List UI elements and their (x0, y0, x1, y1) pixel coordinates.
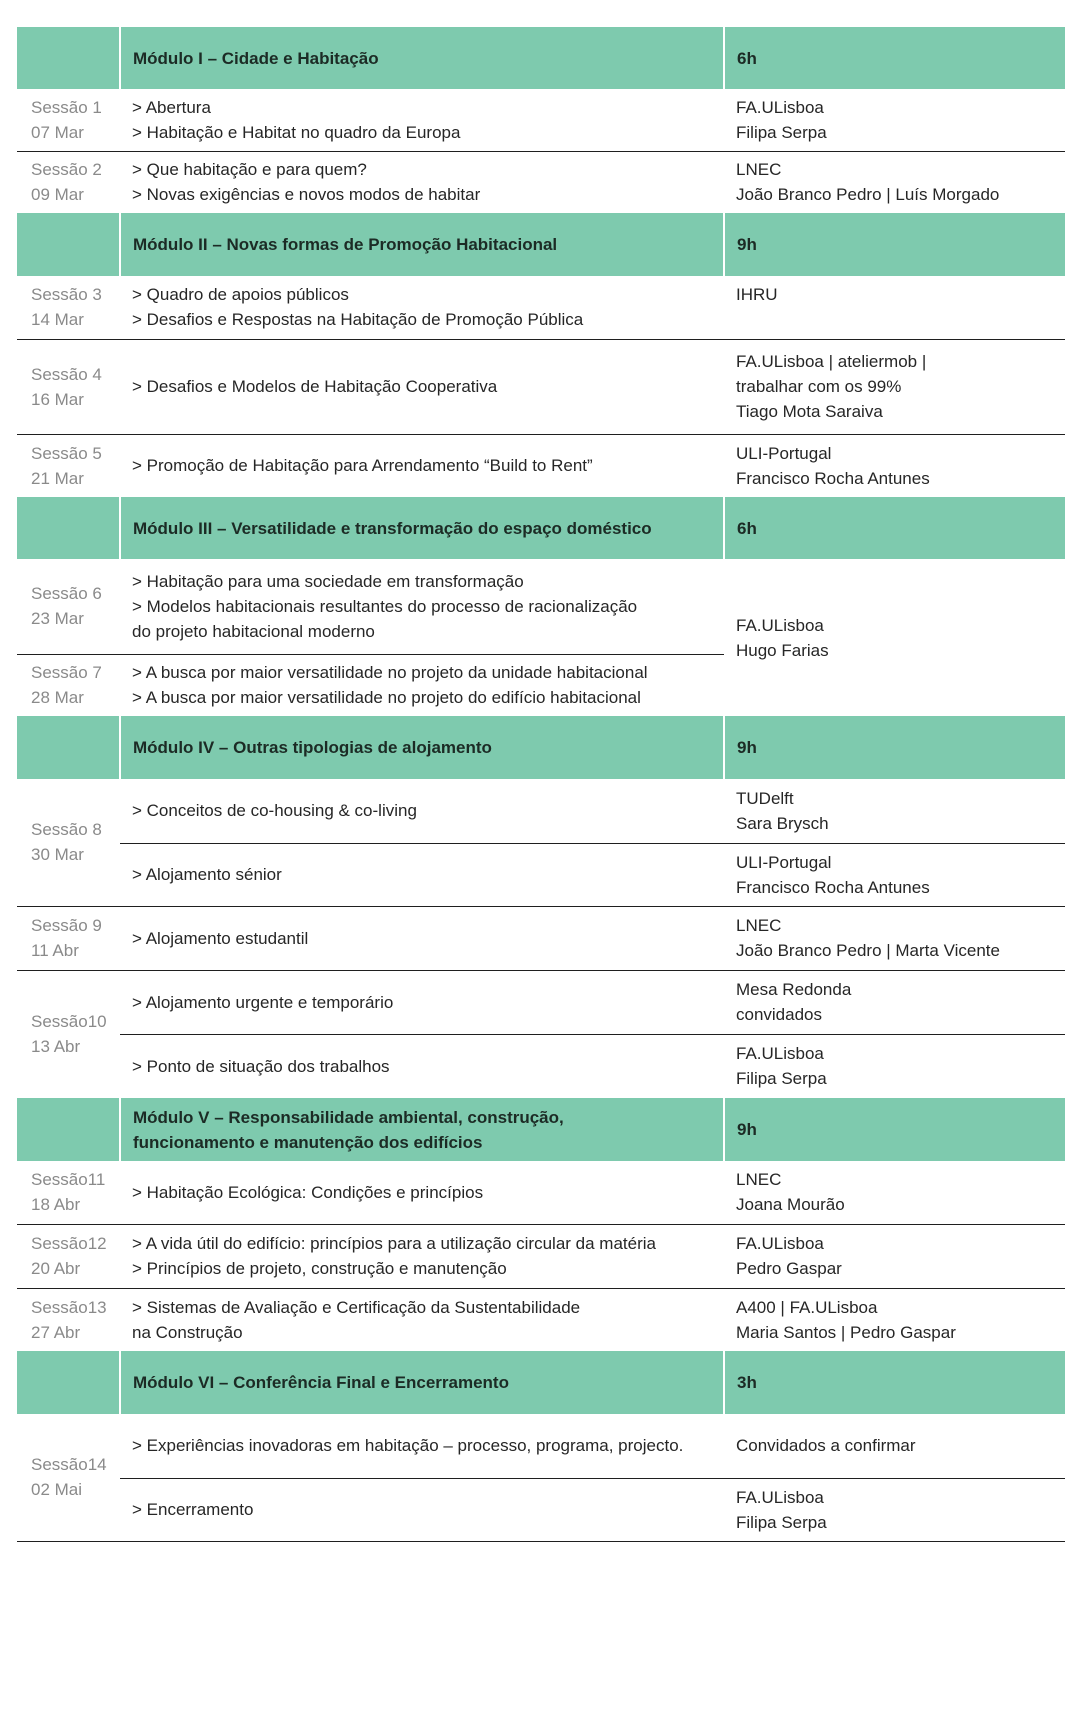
session-row (17, 339, 1065, 434)
session-institution: FA.ULisboa Hugo Farias (736, 615, 829, 660)
session-label: Sessão 5 21 Mar (31, 443, 102, 488)
session-label: Sessão 7 28 Mar (31, 663, 102, 708)
session-topics: > Sistemas de Avaliação e Certificação da Sustentabilidade na Construção (132, 1297, 581, 1342)
session-label: Sessão 3 14 Mar (17, 276, 120, 339)
session-row (17, 843, 1065, 906)
session-label: Sessão 6 23 Mar (17, 559, 120, 654)
module-hours: 3h (724, 1351, 1065, 1414)
session-row (17, 970, 1065, 1034)
session-institution: ULI-Portugal Francisco Rocha Antunes (736, 443, 930, 488)
session-row (17, 906, 1065, 970)
module-row (17, 1098, 1065, 1161)
session-topics: > Promoção de Habitação para Arrendamento “Build to Rent” (132, 456, 593, 476)
session-topics: > Habitação Ecológica: Condições e princípios (120, 1161, 724, 1224)
session-institution: FA.ULisboa Filipa Serpa (736, 1044, 827, 1089)
session-label: Sessão13 27 Abr (31, 1297, 107, 1342)
session-topics: > Desafios e Modelos de Habitação Cooperativa (120, 339, 724, 434)
session-institution: IHRU (724, 276, 1065, 339)
session-label: Sessão 9 11 Abr (17, 906, 120, 970)
session-institution: FA.ULisboa Filipa Serpa (724, 89, 1065, 151)
session-label: Sessão 8 30 Mar (17, 779, 120, 906)
session-topics: > Ponto de situação dos trabalhos (132, 1056, 390, 1076)
session-topics: > A busca por maior versatilidade no projeto da unidade habitacional > A busca por maior versatilidade no projeto do edifício habitacional (132, 663, 648, 708)
session-topics: > Alojamento sénior (120, 843, 724, 906)
module-row (17, 213, 1065, 276)
module-title: Módulo V – Responsabilidade ambiental, construção, funcionamento e manutenção dos edifícios (120, 1098, 724, 1161)
session-row (17, 151, 1065, 213)
session-row (17, 1478, 1065, 1541)
session-row (17, 559, 1065, 654)
session-label: Sessão11 18 Abr (17, 1161, 120, 1224)
module-hours: 9h (724, 1098, 1065, 1161)
session-label: Sessão 1 07 Mar (17, 89, 120, 151)
session-topics: > Habitação para uma sociedade em transformação > Modelos habitacionais resultantes do processo de racionalização do projeto habitacional moderno (120, 559, 724, 654)
session-row (17, 1288, 1065, 1351)
session-institution: LNEC João Branco Pedro | Luís Morgado (736, 160, 1000, 205)
session-institution: TUDelft Sara Brysch (724, 779, 1065, 843)
schedule-table (17, 27, 1065, 1542)
session-row (17, 1034, 1065, 1098)
session-institution: LNEC João Branco Pedro | Marta Vicente (724, 906, 1065, 970)
module-row (17, 716, 1065, 779)
session-institution: FA.ULisboa Pedro Gaspar (724, 1224, 1065, 1288)
session-institution: ULI-Portugal Francisco Rocha Antunes (724, 843, 1065, 906)
module-title: Módulo III – Versatilidade e transformação do espaço doméstico (120, 497, 724, 559)
session-row (17, 89, 1065, 151)
session-topics: > Abertura > Habitação e Habitat no quadro da Europa (120, 89, 724, 151)
session-row (17, 434, 1065, 497)
module-hours: 9h (724, 716, 1065, 779)
session-institution: Mesa Redonda convidados (724, 970, 1065, 1034)
module-title: Módulo II – Novas formas de Promoção Habitacional (120, 213, 724, 276)
module-row (17, 1351, 1065, 1414)
session-label: Sessão 4 16 Mar (17, 339, 120, 434)
session-label: Sessão12 20 Abr (17, 1224, 120, 1288)
session-topics: > Conceitos de co-housing & co-living (120, 779, 724, 843)
module-title: Módulo VI – Conferência Final e Encerramento (120, 1351, 724, 1414)
module-title: Módulo I – Cidade e Habitação (120, 27, 724, 89)
session-topics: > Alojamento urgente e temporário (120, 970, 724, 1034)
session-label: Sessão10 13 Abr (31, 1012, 107, 1057)
module-hours: 9h (724, 213, 1065, 276)
session-topics: > Que habitação e para quem? > Novas exigências e novos modos de habitar (132, 160, 481, 205)
session-row (17, 779, 1065, 843)
session-topics: > Quadro de apoios públicos > Desafios e Respostas na Habitação de Promoção Pública (120, 276, 724, 339)
session-row (17, 1161, 1065, 1224)
session-topics: > Alojamento estudantil (120, 906, 724, 970)
module-row (17, 497, 1065, 559)
session-institution: FA.ULisboa Filipa Serpa (724, 1478, 1065, 1541)
session-topics: > Encerramento (120, 1478, 724, 1541)
session-institution: Convidados a confirmar (724, 1414, 1065, 1478)
session-topics: > Experiências inovadoras em habitação – processo, programa, projecto. (120, 1414, 724, 1478)
session-row (17, 1414, 1065, 1478)
session-label: Sessão 2 09 Mar (31, 160, 102, 205)
module-hours: 6h (724, 27, 1065, 89)
module-row (17, 27, 1065, 89)
session-topics: > A vida útil do edifício: princípios para a utilização circular da matéria > Princípios de projeto, construção e manutenção (120, 1224, 724, 1288)
module-title: Módulo IV – Outras tipologias de alojamento (120, 716, 724, 779)
session-institution: LNEC Joana Mourão (724, 1161, 1065, 1224)
session-label: Sessão14 02 Mai (17, 1414, 120, 1541)
module-hours: 6h (724, 497, 1065, 559)
session-row (17, 276, 1065, 339)
session-institution: FA.ULisboa | ateliermob | trabalhar com os 99% Tiago Mota Saraiva (724, 339, 1065, 434)
session-row (17, 1224, 1065, 1288)
session-institution: A400 | FA.ULisboa Maria Santos | Pedro Gaspar (736, 1297, 956, 1342)
